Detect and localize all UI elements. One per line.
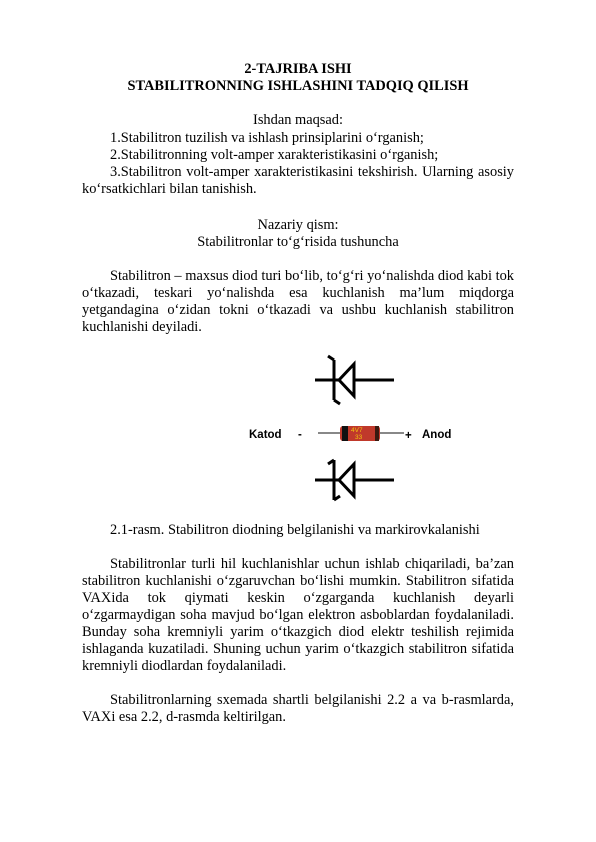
zener-diode-figure (82, 347, 514, 512)
title-line-2: STABILITRONNING ISHLASHINI TADQIQ QILISH (127, 78, 469, 94)
body-paragraph-2: Stabilitronlar turli hil kuchlanishlar uchun ishlab chiqariladi, ba’zan stabilitron kuchlanishi o‘zgaruvchan bo‘lishi mumkin. Stabilitron sifatida VAXida tok qiymati keskin o‘zgarganda kuchlanish deyarli o‘zgarmaydigan soha mavjud bo‘lgan elektron asboblardan foydalaniladi. Bunday soha kremniyli yarim o‘tkazgich diod elektr teshilish rejimida ishlaganda kuzatiladi. Shuning uchun yarim o‘tkazgich stabilitron sifatida kremniyli diodlardan foydalaniladi. (82, 556, 514, 674)
aim-heading: Ishdan maqsad: (253, 112, 343, 128)
theory-subheading: Stabilitronlar to‘g‘risida tushuncha (197, 234, 399, 250)
katod-label: Katod (249, 429, 282, 441)
aim-item-2: 2.Stabilitronning volt-amper xarakteristikasini o‘rganish; (110, 147, 439, 163)
zener-symbol-top-icon (315, 356, 394, 404)
minus-sign: - (298, 429, 302, 441)
zener-diode-illustration (82, 347, 514, 512)
body-paragraph-3: Stabilitronlarning sxemada shartli belgilanishi 2.2 a va b-rasmlarda, VAXi esa 2.2, d-rasmda keltirilgan. (82, 692, 514, 725)
diode-marking-line-1: 4V7 (351, 427, 363, 434)
theory-paragraph: Stabilitron – maxsus diod turi bo‘lib, to‘g‘ri yo‘nalishda diod kabi tok o‘tkazadi, teskari yo‘nalishda esa kuchlanish ma’lum miqdorga yetgandagina o‘zidan tokni o‘tkazadi va ushbu kuchlanish stabilitron kuchlanishi deyiladi. (82, 268, 514, 335)
title-line-1: 2-TAJRIBA ISHI (244, 61, 352, 77)
anod-label: Anod (422, 429, 452, 441)
diode-marking-line-2: 33 (355, 434, 363, 441)
figure-caption: 2.1-rasm. Stabilitron diodning belgilanishi va markirovkalanishi (110, 522, 480, 538)
aim-item-3: 3.Stabilitron volt-amper xarakteristikasini tekshirish. Ularning asosiy ko‘rsatkichlari bilan tanishish. (82, 164, 514, 197)
zener-symbol-bottom-icon (315, 460, 394, 500)
plus-sign: + (405, 430, 412, 442)
aim-item-1: 1.Stabilitron tuzilish va ishlash prinsiplarini o‘rganish; (110, 130, 424, 146)
theory-heading: Nazariy qism: (257, 217, 339, 233)
